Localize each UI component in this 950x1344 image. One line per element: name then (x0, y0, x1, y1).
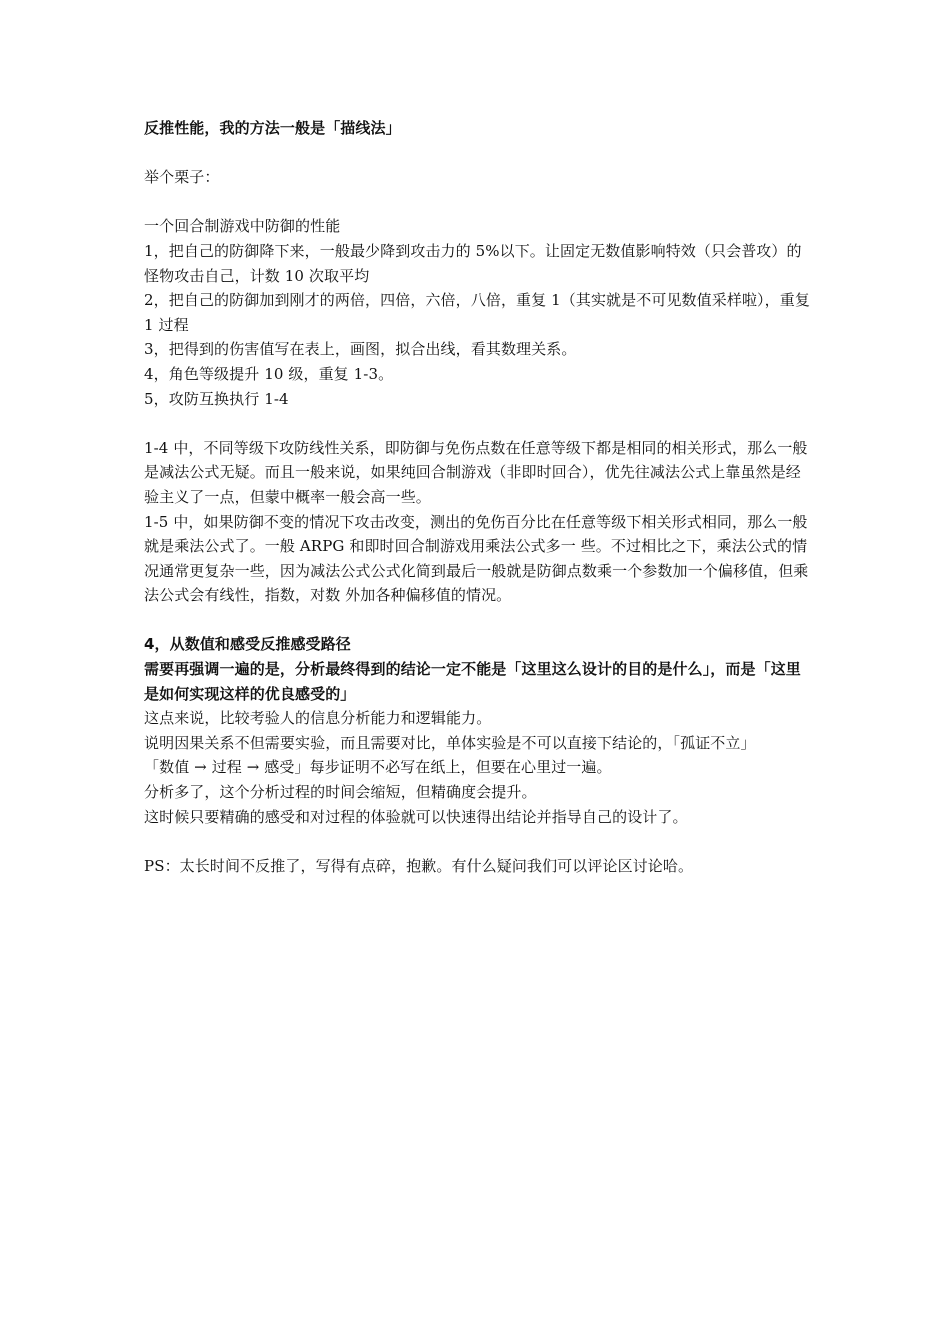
blank-line (144, 411, 812, 436)
document-body (144, 116, 812, 878)
section4-line: 说明因果关系不但需要实验，而且需要对比，单体实验是不可以直接下结论的，「孤证不立」 (144, 733, 756, 752)
section4-line: 这点来说，比较考验人的信息分析能力和逻辑能力。 (144, 709, 492, 728)
section4-line: 这时候只要精确的感受和对过程的体验就可以快速得出结论并指导自己的设计了。 (144, 807, 688, 826)
section-heading: 反推性能，我的方法一般是「描线法」 (144, 119, 401, 137)
section4-line: 分析多了，这个分析过程的时间会缩短，但精确度会提升。 (144, 783, 537, 802)
section4-line: 「数值 → 过程 → 感受」每步证明不必写在纸上，但要在心里过一遍。 (144, 758, 612, 777)
step-item: 1，把自己的防御降下来，一般最少降到攻击力的 5%以下。让固定无数值影响特效（只会普攻）的怪物攻击自己，计数 10 次取平均 (144, 241, 802, 285)
example-title: 一个回合制游戏中防御的性能 (144, 217, 341, 236)
blank-line (144, 829, 812, 854)
analysis-paragraph: 1-4 中，不同等级下攻防线性关系，即防御与免伤点数在任意等级下都是相同的相关形式，那么一般是减法公式无疑。而且一般来说，如果纯回合制游戏（非即时回合），优先往减法公式上靠虽然是经验主义了一点，但蒙中概率一般会高一些。 (144, 438, 808, 506)
blank-line (144, 190, 812, 215)
step-item: 5，攻防互换执行 1-4 (144, 389, 289, 408)
ps-note: PS：太长时间不反推了，写得有点碎，抱歉。有什么疑问我们可以评论区讨论哈。 (144, 856, 694, 875)
step-item: 3，把得到的伤害值写在表上，画图，拟合出线，看其数理关系。 (144, 340, 577, 359)
section4-emphasis: 需要再强调一遍的是，分析最终得到的结论一定不能是「这里这么设计的目的是什么」，而是「这里是如何实现这样的优良感受的」 (144, 660, 801, 703)
step-item: 2，把自己的防御加到刚才的两倍，四倍，六倍，八倍，重复 1（其实就是不可见数值采样啦），重复 1 过程 (144, 291, 810, 334)
blank-line (144, 608, 812, 633)
blank-line (144, 141, 812, 166)
example-intro: 举个栗子： (144, 168, 220, 187)
analysis-paragraph: 1-5 中，如果防御不变的情况下攻击改变，测出的免伤百分比在任意等级下相关形式相同，那么一般就是乘法公式了。一般 ARPG 和即时回合制游戏用乘法公式多一 些。不过相比之下，乘法公式的情况通常更复杂一些，因为减法公式公式化简到最后一般就是防御点数乘一个参数加一个偏移值，但乘法公式会有线性，指数，对数 外加各种偏移值的情况。 (144, 512, 809, 605)
section4-heading: 4，从数值和感受反推感受路径 (144, 635, 351, 654)
step-item: 4，角色等级提升 10 级，重复 1-3。 (144, 364, 394, 383)
